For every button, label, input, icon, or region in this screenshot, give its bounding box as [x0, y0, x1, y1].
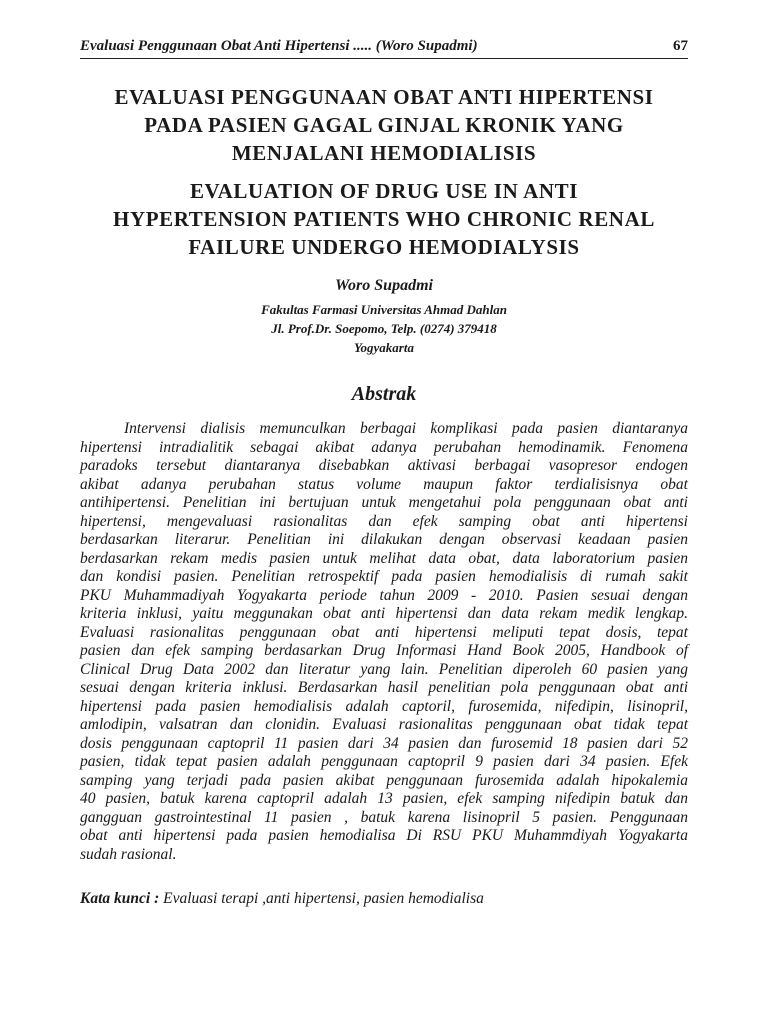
- abstract-body: [80, 420, 688, 864]
- abstract-line: hipertensi pada pasien hemodialisis adalah captoril, furosemida, nifedipin, lisinopril,: [80, 697, 688, 715]
- title-en-line: FAILURE UNDERGO HEMODIALYSIS: [188, 235, 580, 259]
- title-en-line: HYPERTENSION PATIENTS WHO CHRONIC RENAL: [113, 207, 655, 231]
- title-id-line: EVALUASI PENGGUNAAN OBAT ANTI HIPERTENSI: [114, 85, 654, 109]
- abstract-line: antihipertensi. Penelitian ini bertujuan untuk mengetahui pola penggunaan obat anti: [80, 494, 688, 511]
- abstract-line: Evaluasi rasionalitas penggunaan obat anti hipertensi meliputi tepat dosis, tepat: [80, 623, 688, 641]
- abstract-line: obat anti hipertensi pada pasien hemodialisa Di RSU PKU Muhammdiyah Yogyakarta: [80, 827, 688, 844]
- keywords: [80, 890, 688, 908]
- abstract-line: hipertensi, mengevaluasi rasionalitas dan efek samping obat anti hipertensi: [80, 512, 688, 530]
- abstract-line: hipertensi intradialitik sebagai akibat adanya perubahan hemodinamik. Fenomena: [80, 438, 688, 456]
- keywords-text: Evaluasi terapi ,anti hipertensi, pasien hemodialisa: [163, 890, 484, 907]
- abstract-line: 40 pasien, batuk karena captopril adalah 13 pasien, efek samping nifedipin batuk dan: [80, 790, 688, 807]
- abstract-line: sesuai dengan kriteria inklusi. Berdasarkan hasil penelitian pola penggunaan obat anti: [80, 679, 688, 696]
- title-english: [80, 177, 688, 261]
- abstract-line: amlodipin, valsatran dan clonidin. Evaluasi rasionalitas penggunaan obat tidak tepat: [80, 716, 688, 733]
- title-indonesian: [80, 83, 688, 167]
- running-title: Evaluasi Penggunaan Obat Anti Hipertensi ..... (Woro Supadmi): [80, 38, 478, 54]
- abstract-line: kriteria inklusi, yaitu meggunakan obat anti hipertensi dan data rekam medik lengkap.: [80, 605, 688, 622]
- affiliation-line: Fakultas Farmasi Universitas Ahmad Dahlan: [261, 302, 507, 317]
- abstract-line: gangguan gastrointestinal 11 pasien , batuk karena lisinopril 5 pasien. Penggunaan: [80, 808, 688, 826]
- page-number: 67: [673, 38, 688, 54]
- abstract-line: sudah rasional.: [80, 845, 177, 863]
- abstract-line: samping yang terjadi pada pasien akibat penggunaan furosemida adalah hipokalemia: [80, 771, 688, 789]
- affiliation-line: Yogyakarta: [354, 340, 414, 355]
- abstract-line: Intervensi dialisis memunculkan berbagai komplikasi pada pasien diantaranya: [124, 420, 688, 437]
- affiliation-line: Jl. Prof.Dr. Soepomo, Telp. (0274) 379418: [271, 321, 497, 336]
- title-en-line: EVALUATION OF DRUG USE IN ANTI: [189, 179, 579, 203]
- abstract-line: berdasarkan literarur. Penelitian ini dilakukan dengan observasi keadaan pasien: [80, 531, 688, 548]
- title-id-line: PADA PASIEN GAGAL GINJAL KRONIK YANG: [144, 113, 624, 137]
- abstract-line: dan kondisi pasien. Penelitian retrospektif pada pasien hemodialisis di rumah sakit: [80, 568, 688, 585]
- abstract-line: pasien dan efek samping berdasarkan Drug Informasi Hand Book 2005, Handbook of: [80, 642, 688, 659]
- keywords-label: Kata kunci :: [80, 890, 160, 907]
- abstract-line: pasien, tidak tepat pasien adalah penggunaan captopril 9 pasien dari 34 pasien. Efek: [80, 753, 688, 770]
- author-name: Woro Supadmi: [335, 277, 433, 294]
- abstract-line: Clinical Drug Data 2002 dan literatur yang lain. Penelitian diperoleh 60 pasien yang: [80, 660, 688, 678]
- author-affiliation: [80, 300, 688, 357]
- abstract-line: berdasarkan rekam medis pasien untuk melihat data obat, data laboratorium pasien: [80, 549, 688, 567]
- abstract-line: dosis penggunaan captopril 11 pasien dari 34 pasien dan furosemid 18 pasien dari 52: [80, 734, 688, 752]
- abstract-line: akibat adanya perubahan status volume maupun faktor terdialisisnya obat: [80, 475, 688, 493]
- abstract-heading: Abstrak: [351, 383, 417, 405]
- abstract-line: PKU Muhammadiyah Yogyakarta periode tahun 2009 - 2010. Pasien sesuai dengan: [80, 586, 688, 604]
- abstract-line: paradoks tersebut diantaranya disebabkan aktivasi berbagai vasopresor endogen: [80, 457, 688, 474]
- journal-page: [80, 38, 688, 908]
- title-id-line: MENJALANI HEMODIALISIS: [231, 141, 537, 165]
- running-header: [80, 38, 688, 59]
